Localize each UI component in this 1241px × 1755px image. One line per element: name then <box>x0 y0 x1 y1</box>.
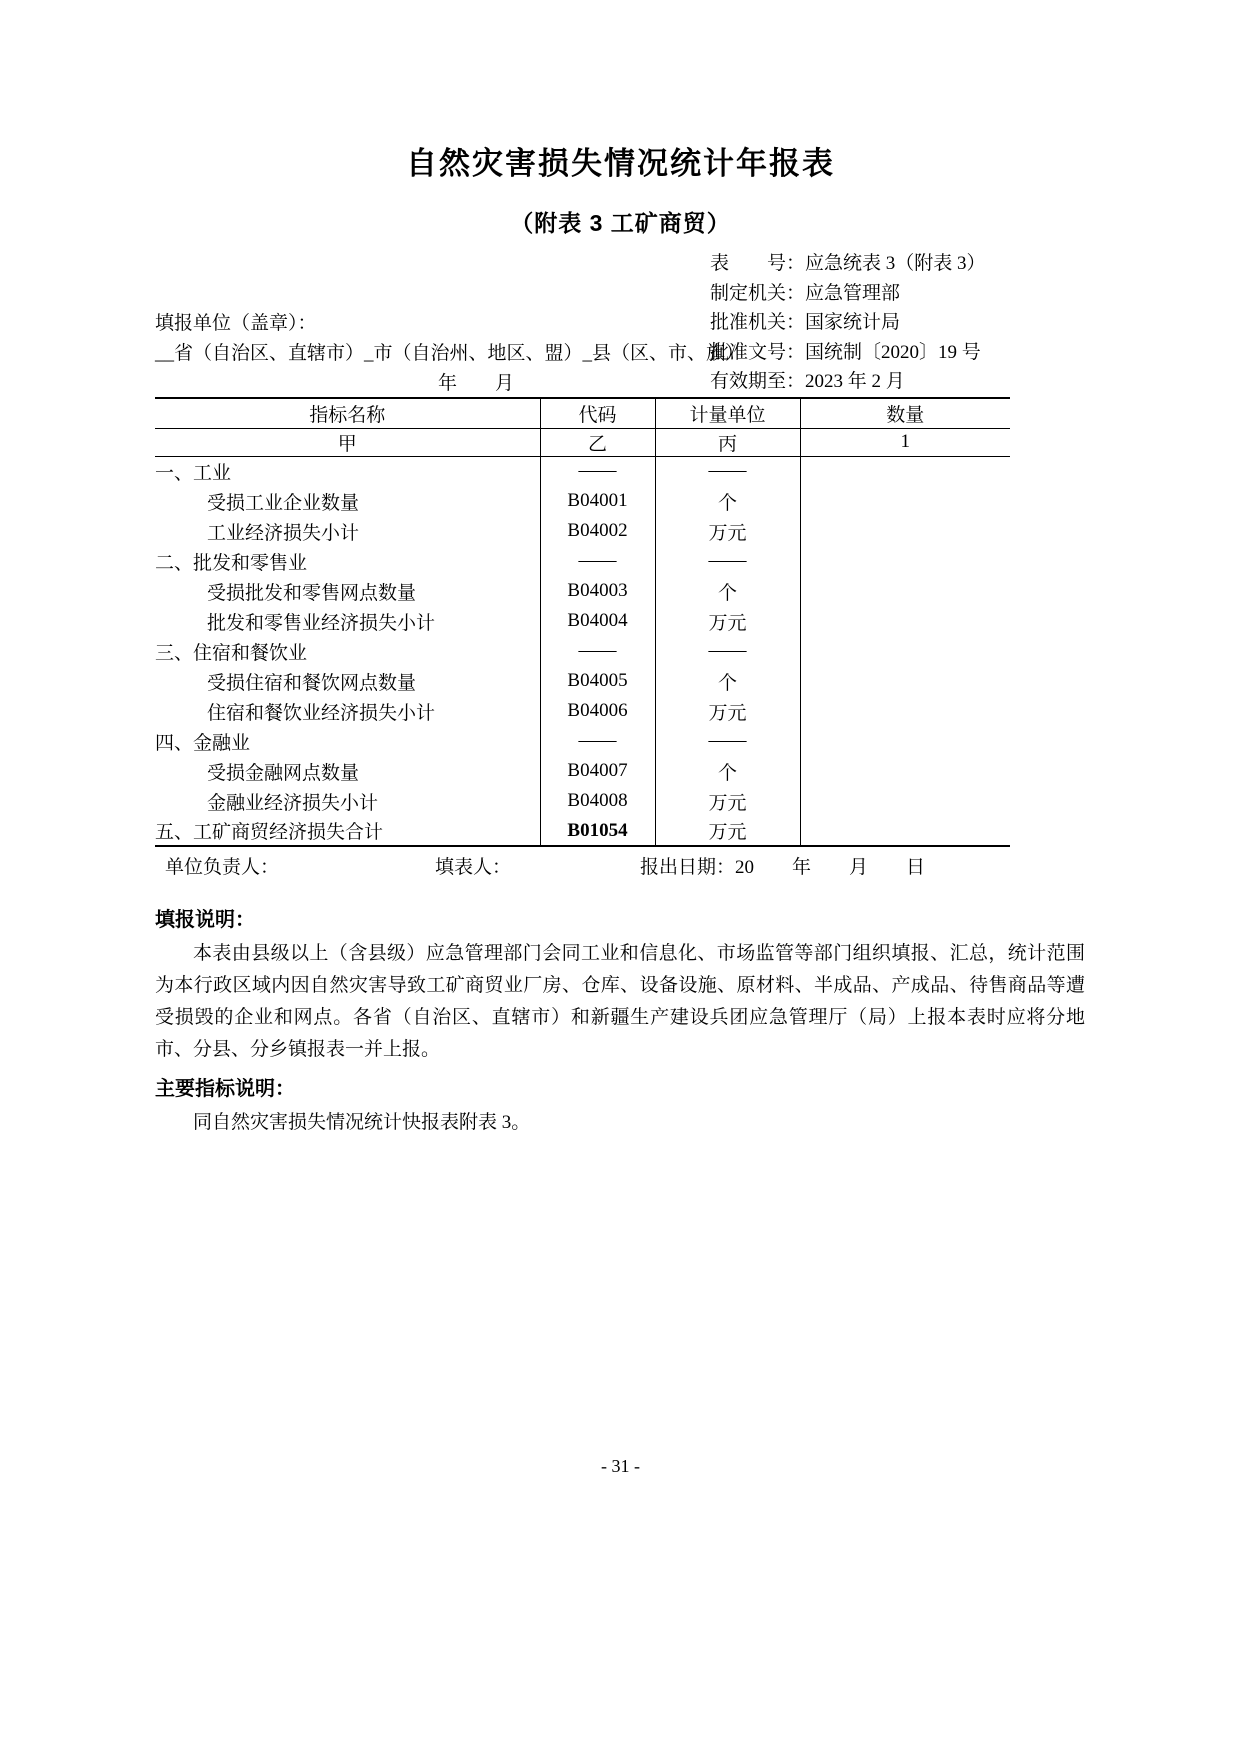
indicator-unit-cell: 万元 <box>655 606 800 636</box>
indicator-quantity-cell <box>800 546 1010 576</box>
indicator-unit-cell: 万元 <box>655 696 800 726</box>
table-row <box>155 516 1010 546</box>
indicator-code-cell: —— <box>540 456 655 486</box>
indicator-unit-cell: 万元 <box>655 786 800 816</box>
table-row <box>155 576 1010 606</box>
indicator-quantity-cell <box>800 816 1010 846</box>
indicator-name-cell: 工业经济损失小计 <box>207 522 360 544</box>
indicator-quantity-cell <box>800 636 1010 666</box>
subheader-1: 1 <box>800 428 1010 456</box>
main-indicator-notes-title: 主要指标说明： <box>155 1078 295 1100</box>
indicator-unit-cell: 个 <box>655 756 800 786</box>
indicator-code-cell: B04004 <box>540 606 655 636</box>
indicator-name-cell: 批发和零售业经济损失小计 <box>207 612 436 634</box>
indicator-quantity-cell <box>800 666 1010 696</box>
table-row <box>155 456 1010 486</box>
region-blank-line: __省（自治区、直辖市）_市（自治州、地区、盟）_县（区、市、旗） <box>155 343 745 364</box>
indicator-quantity-cell <box>800 516 1010 546</box>
indicator-code-cell: —— <box>540 546 655 576</box>
filling-instructions-title: 填报说明： <box>155 909 255 931</box>
indicator-code-cell: B04007 <box>540 756 655 786</box>
meta-valid-until: 有效期至：2023 年 2 月 <box>710 371 905 392</box>
indicator-code-cell: B04006 <box>540 696 655 726</box>
indicator-name-cell: 受损金融网点数量 <box>207 762 360 784</box>
form-meta-block <box>710 249 986 397</box>
table-row <box>155 636 1010 666</box>
indicator-code-cell: —— <box>540 726 655 756</box>
indicator-quantity-cell <box>800 606 1010 636</box>
indicator-code-cell: B04001 <box>540 486 655 516</box>
col-header-indicator-name: 指标名称 <box>155 398 540 428</box>
indicator-code-cell: B01054 <box>540 816 655 846</box>
indicator-unit-cell: 万元 <box>655 816 800 846</box>
indicator-name-cell: 三、住宿和餐饮业 <box>155 642 308 664</box>
page-title: 自然灾害损失情况统计年报表 <box>406 146 835 181</box>
table-footer-line <box>155 852 1010 878</box>
indicator-unit-cell: —— <box>655 546 800 576</box>
indicator-quantity-cell <box>800 786 1010 816</box>
indicator-name-cell: 二、批发和零售业 <box>155 552 308 574</box>
indicator-code-cell: —— <box>540 636 655 666</box>
indicator-quantity-cell <box>800 456 1010 486</box>
indicator-name-cell: 一、工业 <box>155 462 232 484</box>
indicator-name-cell: 四、金融业 <box>155 732 251 754</box>
indicator-name-cell: 住宿和餐饮业经济损失小计 <box>207 702 436 724</box>
col-header-code: 代码 <box>540 398 655 428</box>
responsible-person-label: 单位负责人： <box>165 857 280 878</box>
table-header-row <box>155 398 1010 428</box>
table-row <box>155 696 1010 726</box>
table-row <box>155 756 1010 786</box>
indicator-quantity-cell <box>800 696 1010 726</box>
page-subtitle: （附表 3 工矿商贸） <box>510 210 731 236</box>
indicator-code-cell: B04003 <box>540 576 655 606</box>
indicator-name-cell: 受损工业企业数量 <box>207 492 360 514</box>
indicator-unit-cell: 万元 <box>655 516 800 546</box>
table-subheader-row <box>155 428 1010 456</box>
table-row <box>155 606 1010 636</box>
reporting-unit-label: 填报单位（盖章）： <box>155 313 317 334</box>
table-row <box>155 816 1010 846</box>
indicator-quantity-cell <box>800 726 1010 756</box>
indicator-unit-cell: —— <box>655 456 800 486</box>
indicator-quantity-cell <box>800 756 1010 786</box>
meta-making-org: 制定机关：应急管理部 <box>710 282 901 304</box>
indicator-code-cell: B04008 <box>540 786 655 816</box>
subheader-bing: 丙 <box>655 428 800 456</box>
page-number: - 31 - <box>601 1456 640 1476</box>
indicator-code-cell: B04005 <box>540 666 655 696</box>
table-row <box>155 486 1010 516</box>
indicators-table-wrap <box>155 397 1010 847</box>
col-header-quantity: 数量 <box>800 398 1010 428</box>
main-indicator-notes-body: 同自然灾害损失情况统计快报表附表 3。 <box>193 1112 531 1133</box>
meta-approval-doc: 批准文号：国统制〔2020〕19 号 <box>710 341 981 363</box>
col-header-unit: 计量单位 <box>655 398 800 428</box>
indicator-unit-cell: —— <box>655 636 800 666</box>
indicator-name-cell: 五、工矿商贸经济损失合计 <box>155 822 384 843</box>
table-row <box>155 786 1010 816</box>
indicator-unit-cell: 个 <box>655 576 800 606</box>
report-date-label: 报出日期：20 年 月 日 <box>640 857 926 878</box>
form-filler-label: 填表人： <box>435 857 512 878</box>
table-row <box>155 546 1010 576</box>
table-row <box>155 726 1010 756</box>
meta-approving-org: 批准机关：国家统计局 <box>710 312 901 333</box>
filling-instructions-body: 本表由县级以上（含县级）应急管理部门会同工业和信息化、市场监管等部门组织填报、汇总，统计范围为本行政区域内因自然灾害导致工矿商贸业厂房、仓库、设备设施、原材料、半成品、产成品、待售商品等遭受损毁的企业和网点。各省（自治区、直辖市）和新疆生产建设兵团应急管理厅（局）上报本表时应将分地市、分县、分乡镇报表一并上报。 <box>155 943 1085 1060</box>
indicator-unit-cell: —— <box>655 726 800 756</box>
subheader-jia: 甲 <box>155 428 540 456</box>
indicator-name-cell: 金融业经济损失小计 <box>207 792 379 814</box>
indicator-code-cell: B04002 <box>540 516 655 546</box>
indicator-name-cell: 受损住宿和餐饮网点数量 <box>207 672 417 694</box>
indicator-quantity-cell <box>800 486 1010 516</box>
year-month-blank: 年 月 <box>438 373 515 394</box>
subheader-yi: 乙 <box>540 428 655 456</box>
indicator-quantity-cell <box>800 576 1010 606</box>
indicator-name-cell: 受损批发和零售网点数量 <box>207 582 417 604</box>
indicator-unit-cell: 个 <box>655 666 800 696</box>
table-row <box>155 666 1010 696</box>
indicators-table <box>155 397 1010 847</box>
meta-form-number: 表 号：应急统表 3（附表 3） <box>710 253 986 274</box>
indicator-unit-cell: 个 <box>655 486 800 516</box>
notes-section <box>155 903 1085 1145</box>
